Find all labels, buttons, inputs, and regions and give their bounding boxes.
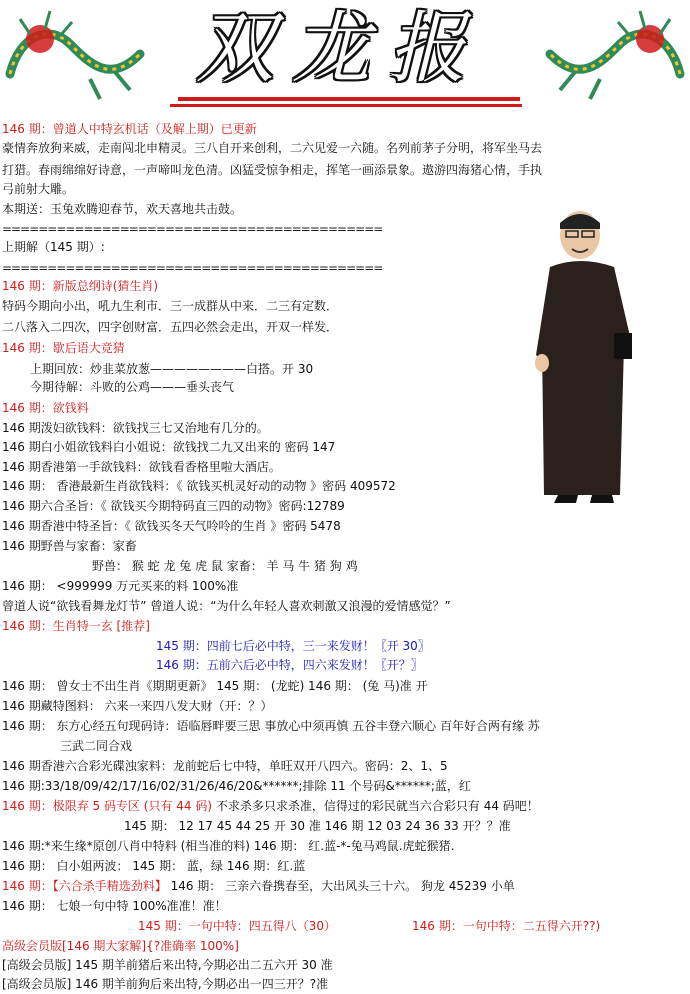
section-line: 146 期:*来生缘*原创八肖中特料 (相当准的料) 146 期： 红.蓝-*-兔马鸡鼠.虎蛇猴猪. [2, 839, 455, 853]
section-title: 146 期：生肖特一玄 [推荐] [2, 619, 150, 633]
section-title: 146 期：极限弃 5 码专区 (只有 44 码) [2, 799, 213, 813]
section-title: 高级会员版[146 期大家解]{?准确率 100%] [2, 939, 239, 953]
intro-heading: 146 期：曾道人中特玄机话（及解上期）已更新 [2, 122, 257, 136]
section-line: 146 期： 香港最新生肖欲钱料：《 欲钱买机灵好动的动物 》密码 409572 [2, 479, 396, 493]
highlight-line: 146 期：一句中特：二五得六开??) [412, 919, 601, 933]
section-line: 146 期香港六合彩光碟浊家料：龙前蛇后七中特，单旺双开八四六。密码：2、1、5 [2, 759, 448, 773]
highlight-line: 146 期：五前六后必中特，四六来发财！〖开？〗 [156, 658, 423, 672]
intro-gift-line: 本期送：玉兔欢腾迎春节，欢天喜地共击鼓。 [2, 202, 243, 216]
section-line: 146 期： 白小姐两波： 145 期： 蓝，绿 146 期：红.蓝 [2, 859, 306, 873]
section-line: 特码今期向小出，吼九生利市．三一成群从中来．二三有定数． [2, 299, 339, 313]
section-title: 146 期：欲钱料 [2, 401, 89, 415]
section-line: 146 期六合圣旨：《 欲钱买今期特码直三四的动物》密码:12789 [2, 499, 345, 513]
separator: ========================================== [2, 261, 383, 275]
highlight-line: 145 期：四前七后必中特，三一来发财！〖开 30〗 [156, 639, 430, 653]
section-line: 146 期： <999999 万元买来的料 100%准 [2, 579, 239, 593]
section-line: 146 期:33/18/09/42/17/16/02/31/26/46/20&******;排除 11 个号码&******;蓝，红 [2, 779, 471, 793]
section-title: 146 期：【六合杀手精选劲料】 [2, 879, 167, 893]
section-line: 146 期香港中特圣旨：《 欲钱买冬天气呤呤的生肖 》密码 5478 [2, 519, 341, 533]
separator: ========================================== [2, 222, 383, 236]
section-line: 上期回放：炒韭菜放葱————————白搭。开 30 [30, 362, 314, 376]
section-line: 三武二同合戏 [60, 739, 133, 753]
section-line: 146 期香港第一手欲钱料：欲钱看香格里啦大酒店。 [2, 460, 281, 474]
section-line: 二八落入二四次，四字创财富．五四必然会走出，开双一样发． [2, 320, 339, 334]
section-title-note: 146 期： 三亲六眷携春至，大出风头三十六。 狗龙 45239 小单 [170, 879, 515, 893]
section-line: 曾道人说“欲钱看舞龙灯节” 曾道人说：“为什么年轻人喜欢刺激又浪漫的爱情感觉？” [2, 599, 451, 613]
dragon-right-illustration [540, 4, 690, 114]
highlight-line: 145 期：一句中特：四五得八（30） [138, 919, 336, 933]
section-title: 146 期：歇后语大竞猜 [2, 341, 125, 355]
intro-poem-line: 豪情奔放狗来威，走南闯北申精灵。三八自开来创利，二六见爱一六随。名列前茅子分明，将军坐马去 [2, 141, 543, 155]
masthead-title: 双龙报 [195, 4, 484, 94]
section-line: 146 期： 七娘一句中特 100%准准！准！ [2, 899, 227, 913]
section-line: 145 期： 12 17 45 44 25 开 30 准 146 期 12 03 24 36 33 开？？准 [124, 819, 511, 833]
section-line: [高级会员版] 146 期羊前狗后来出特,今期必出一四三开？?准 [2, 977, 329, 991]
section-line: [高级会员版] 145 期羊前猪后来出特,今期必出二五六开 30 准 [2, 958, 333, 972]
section-title-row [2, 877, 515, 896]
masthead-banner [0, 0, 690, 122]
section-line: 146 期野兽与家畜：家畜 [2, 539, 137, 553]
section-line: 今期待解：斗败的公鸡———垂头丧气 [30, 380, 235, 394]
section-title-row [2, 797, 539, 816]
section-line: 146 期白小姐欲钱料白小姐说：欲钱找二九又出来的 密码 147 [2, 440, 336, 454]
section-line: 146 期泼妇欲钱料：欲钱找三七又治地有几分的。 [2, 421, 269, 435]
masthead-underline [178, 97, 520, 101]
section-title: 146 期：新版总纲诗(猜生肖) [2, 279, 159, 293]
section-line: 146 期： 东方心经五句现码诗：语临唇畔要三思 事放心中须再慎 五谷丰登六顺心 百年好合两有缘 苏 [2, 719, 540, 733]
last-answer-label: 上期解（145 期）: [2, 240, 105, 254]
section-line: 146 期： 曾女士不出生肖《期期更新》 145 期： (龙蛇) 146 期： (兔 马)准 开 [2, 679, 428, 693]
man-in-robe-illustration [528, 205, 648, 505]
section-line: 146 期藏特图料： 六来一来四八发大财（开：？） [2, 699, 273, 713]
section-title-note: 不求杀多只求杀准，信得过的彩民就当六合彩只有 44 码吧！ [215, 799, 539, 813]
intro-poem-line: 打猎。春雨绵绵好诗意，一声啼叫龙色清。凶猛受惊争相走，挥笔一画添景象。遨游四海猪心情，手执 [2, 163, 543, 177]
masthead-underline-2 [170, 104, 522, 107]
section-line: 野兽： 猴 蛇 龙 兔 虎 鼠 家畜： 羊 马 牛 猪 狗 鸡 [92, 559, 358, 573]
dragon-left-illustration [0, 4, 150, 114]
intro-poem-line: 弓前射大雕。 [2, 182, 75, 196]
